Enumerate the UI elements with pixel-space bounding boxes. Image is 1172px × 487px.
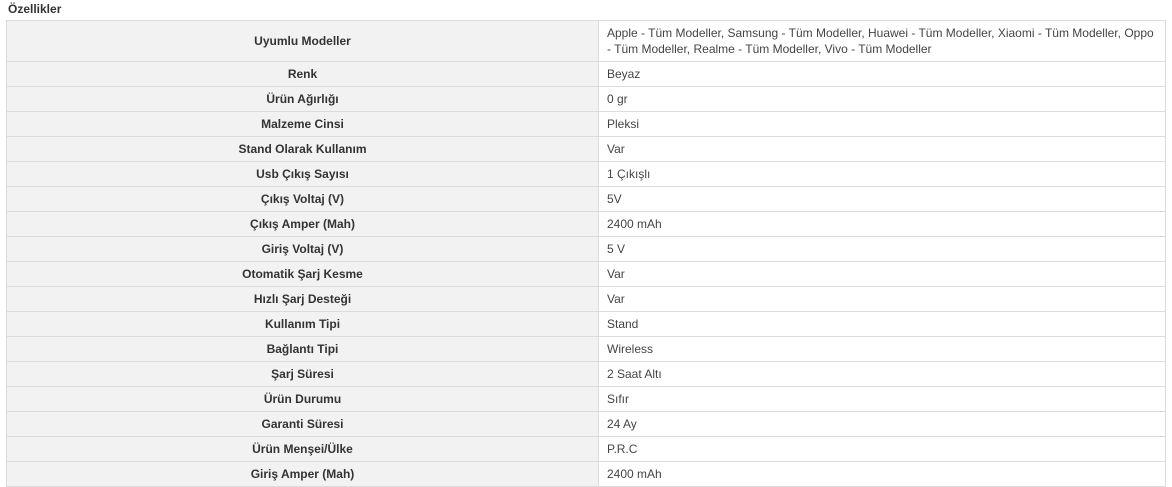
table-row <box>7 337 1166 362</box>
table-row <box>7 287 1166 312</box>
table-row <box>7 462 1166 487</box>
spec-label: Çıkış Voltaj (V) <box>7 187 599 212</box>
table-row <box>7 412 1166 437</box>
table-row <box>7 387 1166 412</box>
table-row <box>7 237 1166 262</box>
specifications-table <box>6 20 1166 487</box>
spec-label: Otomatik Şarj Kesme <box>7 262 599 287</box>
spec-value: Var <box>599 262 1166 287</box>
spec-value: P.R.C <box>599 437 1166 462</box>
table-row <box>7 21 1166 62</box>
spec-value: 5V <box>599 187 1166 212</box>
page-title: Özellikler <box>8 2 62 16</box>
spec-label: Şarj Süresi <box>7 362 599 387</box>
spec-value: Var <box>599 287 1166 312</box>
spec-value: Beyaz <box>599 62 1166 87</box>
spec-label: Renk <box>7 62 599 87</box>
spec-value: Wireless <box>599 337 1166 362</box>
spec-label: Bağlantı Tipi <box>7 337 599 362</box>
table-row <box>7 162 1166 187</box>
table-row <box>7 112 1166 137</box>
spec-value: Sıfır <box>599 387 1166 412</box>
spec-label: Stand Olarak Kullanım <box>7 137 599 162</box>
spec-label: Usb Çıkış Sayısı <box>7 162 599 187</box>
spec-label: Kullanım Tipi <box>7 312 599 337</box>
table-row <box>7 62 1166 87</box>
specifications-table-body <box>7 21 1166 487</box>
table-row <box>7 87 1166 112</box>
table-row <box>7 437 1166 462</box>
spec-value: Pleksi <box>599 112 1166 137</box>
spec-label: Çıkış Amper (Mah) <box>7 212 599 237</box>
spec-label: Ürün Ağırlığı <box>7 87 599 112</box>
table-row <box>7 212 1166 237</box>
spec-value: 2 Saat Altı <box>599 362 1166 387</box>
table-row <box>7 137 1166 162</box>
spec-label: Uyumlu Modeller <box>7 21 599 62</box>
spec-value: 2400 mAh <box>599 212 1166 237</box>
spec-label: Malzeme Cinsi <box>7 112 599 137</box>
spec-value: 5 V <box>599 237 1166 262</box>
spec-value: Var <box>599 137 1166 162</box>
spec-label: Giriş Voltaj (V) <box>7 237 599 262</box>
spec-label: Ürün Menşei/Ülke <box>7 437 599 462</box>
spec-label: Hızlı Şarj Desteği <box>7 287 599 312</box>
spec-value: Stand <box>599 312 1166 337</box>
table-row <box>7 362 1166 387</box>
spec-label: Ürün Durumu <box>7 387 599 412</box>
table-row <box>7 262 1166 287</box>
spec-value: 1 Çıkışlı <box>599 162 1166 187</box>
spec-value: Apple - Tüm Modeller, Samsung - Tüm Modeller, Huawei - Tüm Modeller, Xiaomi - Tüm Modeller, Oppo - Tüm Modeller, Realme - Tüm Modeller, Vivo - Tüm Modeller <box>599 21 1166 62</box>
spec-value: 2400 mAh <box>599 462 1166 487</box>
spec-value: 0 gr <box>599 87 1166 112</box>
spec-value: 24 Ay <box>599 412 1166 437</box>
table-row <box>7 312 1166 337</box>
spec-label: Garanti Süresi <box>7 412 599 437</box>
table-row <box>7 187 1166 212</box>
spec-label: Giriş Amper (Mah) <box>7 462 599 487</box>
